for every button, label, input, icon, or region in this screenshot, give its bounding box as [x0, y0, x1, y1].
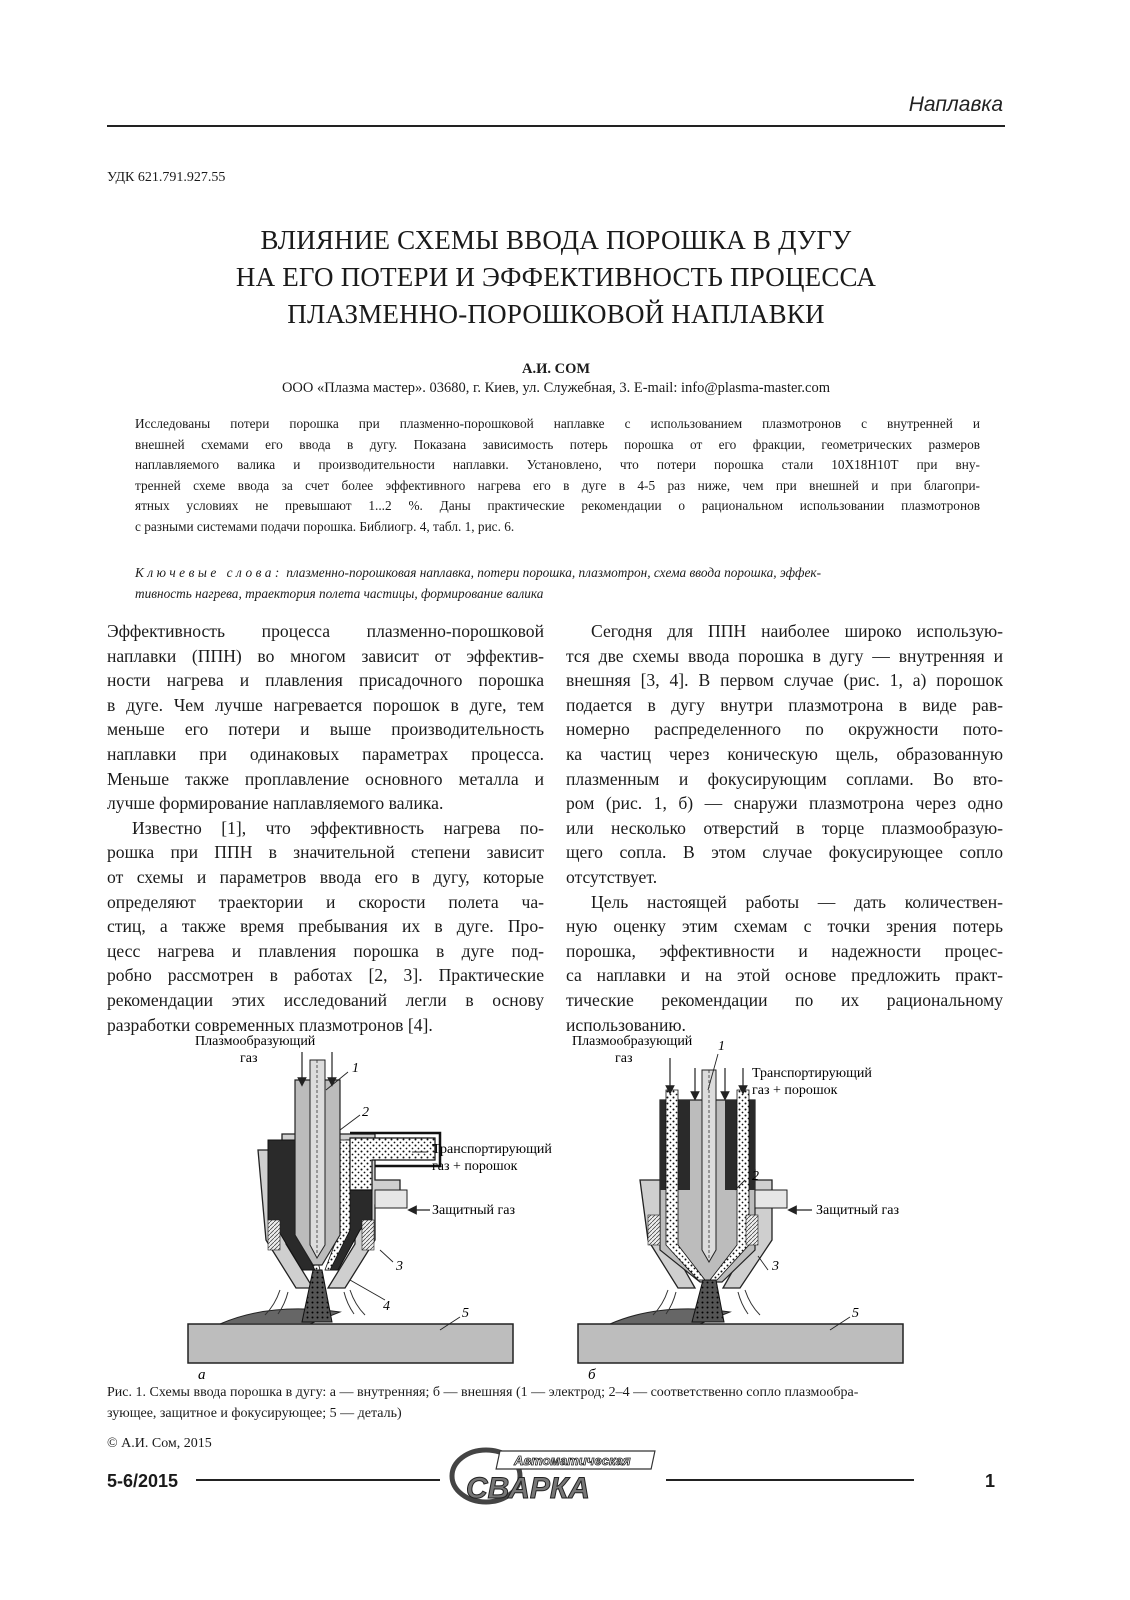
keywords [135, 563, 980, 604]
journal-logo [446, 1446, 661, 1506]
label-transport-a-2: газ + порошок [432, 1159, 518, 1174]
subfigure-letter-a: а [198, 1367, 206, 1383]
abstract [135, 414, 980, 538]
text-line: щего сопла. В этом случае фокусирующее сопло [566, 842, 1003, 863]
logo-text-main: СВАРКА [466, 1472, 590, 1505]
title-line-2: НА ЕГО ПОТЕРИ И ЭФФЕКТИВНОСТЬ ПРОЦЕССА [235, 262, 877, 292]
callout-2-a: 2 [362, 1105, 369, 1120]
figure-caption [107, 1382, 1005, 1424]
callout-5-a: 5 [462, 1306, 469, 1321]
title-line-1: ВЛИЯНИЕ СХЕМЫ ВВОДА ПОРОШКА В ДУГУ [260, 225, 852, 255]
keywords-line-2: тивность нагрева, траектория полета частицы, формирование валика [135, 585, 544, 601]
footer-rule-right [666, 1479, 914, 1481]
label-plasma-gas-b-2: газ [615, 1051, 633, 1066]
caption-line-2: зующее, защитное и фокусирующее; 5 — деталь) [107, 1406, 402, 1421]
right-column [566, 619, 1003, 1037]
label-transport-a-1: Транспортирующий [432, 1142, 552, 1157]
text-line: использованию. [566, 1014, 686, 1035]
text-line: рекомендации этих исследований легли в основу [107, 989, 544, 1010]
affiliation: ООО «Плазма мастер». 03680, г. Киев, ул. Служебная, 3. E-mail: info@plasma-master.com [281, 380, 831, 396]
text-line: подается в дугу внутри плазмотрона в виде рав- [566, 694, 1003, 715]
callout-3-a: 3 [396, 1259, 403, 1274]
text-line: номерно распределенного по окружности пото- [566, 719, 1003, 740]
abstract-line: ятных условиях не превышают 1...2 %. Даны практические рекомендации о рациональном использовании плазмотронов [135, 498, 980, 514]
text-line: робно рассмотрен в работах [2, 3]. Практические [107, 965, 544, 986]
text-line: Известно [1], что эффективность нагрева по- [132, 817, 544, 838]
figure-plasmatron-schemes [150, 1030, 1000, 1385]
label-plasma-gas-a-1: Плазмообразующий [195, 1034, 316, 1049]
scheme-b [572, 1034, 903, 1383]
abstract-line: наплавляемого валика и производительности наплавки. Установлено, что потери порошка стали 10Х18Н10Т при вну- [135, 457, 980, 473]
text-line: в дуге. Чем лучше нагревается порошок в дуге, тем [107, 694, 544, 715]
copyright: © А.И. Сом, 2015 [107, 1436, 212, 1451]
shield-inlet-b [755, 1190, 787, 1208]
label-transport-b-2: газ + порошок [752, 1083, 838, 1098]
text-line: плазменным и фокусирующим соплами. Во вто- [566, 768, 1003, 789]
text-line: наплавки (ППН) во многом зависит от эффектив- [107, 645, 544, 666]
issue-number: 5-6/2015 [107, 1471, 179, 1491]
text-line: Цель настоящей работы — дать количествен- [591, 891, 1003, 912]
subfigure-letter-b: б [588, 1367, 596, 1383]
abstract-line: Исследованы потери порошка при плазменно-порошковой наплавке с использованием плазмотронов с внутренней и [135, 416, 980, 431]
keywords-label: Ключевые слова: [135, 565, 283, 580]
text-line: Сегодня для ППН наиболее широко использую- [591, 621, 1003, 641]
author: А.И. СОМ [521, 361, 591, 377]
text-line: лучше формирование наплавляемого валика. [107, 793, 444, 814]
caption-line-1: Рис. 1. Схемы ввода порошка в дугу: а — внутренняя; б — внешняя (1 — электрод; 2–4 — соответственно сопло плазмообра- [107, 1385, 859, 1400]
label-transport-b-1: Транспортирующий [752, 1066, 872, 1081]
text-line: цесс нагрева и плавления порошка в дуге под- [107, 940, 544, 961]
callout-4-a: 4 [383, 1299, 390, 1314]
callout-5-b: 5 [852, 1306, 859, 1321]
text-line: наплавки при одинаковых параметрах процесса. [107, 743, 544, 764]
text-line: са наплавки и на этой основе предложить практ- [566, 965, 1003, 986]
text-line: ром (рис. 1, б) — снаружи плазмотрона через одно [566, 793, 1003, 814]
text-line: рошка при ППН в значительной степени зависит [107, 842, 544, 863]
text-line: отсутствует. [566, 866, 658, 887]
abstract-line: с разными системами подачи порошка. Библиогр. 4, табл. 1, рис. 6. [135, 518, 515, 534]
page-number: 1 [985, 1471, 996, 1491]
footer-rule-left [196, 1479, 440, 1481]
label-plasma-gas-b-1: Плазмообразующий [572, 1034, 693, 1049]
text-line: или несколько отверстий в торце плазмообразую- [566, 817, 1003, 838]
left-column [107, 619, 544, 1037]
shield-inlet-a [375, 1190, 407, 1208]
text-line: определяют траектории и скорости полета ча- [107, 891, 544, 912]
workpiece-a [188, 1324, 513, 1363]
text-line: ка частиц через коническую щель, образованную [566, 743, 1003, 764]
text-line: ности нагрева и плавления присадочного порошка [107, 670, 544, 691]
title-line-3: ПЛАЗМЕННО-ПОРОШКОВОЙ НАПЛАВКИ [287, 299, 825, 329]
scheme-a [188, 1034, 552, 1383]
text-line: от схемы и параметров ввода его в дугу, которые [107, 866, 544, 887]
abstract-line: тренней схеме ввода за счет более эффективного нагрева его в дуге в 4-5 раз ниже, чем при внешней и при благопри- [135, 477, 980, 493]
text-line: тические рекомендации по их рациональному [566, 989, 1003, 1010]
abstract-line: внешней схемами его ввода в дугу. Показана зависимость потерь порошка от его фракции, геометрических размеров [135, 436, 980, 452]
text-line: стиц, а также время пребывания их в дуге. Про- [107, 916, 544, 937]
text-line: разработки современных плазмотронов [4]. [107, 1014, 433, 1035]
text-line: тся две схемы ввода порошка в дугу — внутренняя и [566, 645, 1003, 666]
callout-1-a: 1 [352, 1061, 359, 1076]
callout-2-b: 2 [752, 1169, 759, 1184]
header-rule [107, 125, 1005, 127]
udk-code: УДК 621.791.927.55 [107, 170, 226, 185]
keywords-line-1: плазменно-порошковая наплавка, потери порошка, плазмотрон, схема ввода порошка, эффек- [286, 565, 822, 580]
workpiece-b [578, 1324, 903, 1363]
text-line: порошка, эффективности и надежности процес- [566, 940, 1003, 961]
arc-jet-b [692, 1280, 724, 1322]
label-shield-gas-b: Защитный газ [816, 1203, 899, 1218]
text-line: Эффективность процесса плазменно-порошковой [107, 621, 544, 641]
text-line: Меньше также проплавление основного металла и [107, 768, 544, 789]
callout-1-b: 1 [718, 1039, 725, 1054]
callout-3-b: 3 [772, 1259, 779, 1274]
electrode-a [310, 1060, 325, 1258]
label-shield-gas-a: Защитный газ [432, 1203, 515, 1218]
text-line: внешняя [3, 4]. В первом случае (рис. 1, а) порошок [566, 670, 1003, 691]
logo-text-top: Автоматическая [514, 1453, 631, 1468]
label-plasma-gas-a-2: газ [240, 1051, 258, 1066]
text-line: меньше его потери и выше производительность [107, 719, 544, 740]
text-line: ную оценку этим схемам с точки зрения потерь [566, 916, 1003, 937]
article-title [107, 222, 1005, 333]
section-heading: Наплавка [908, 93, 1003, 116]
